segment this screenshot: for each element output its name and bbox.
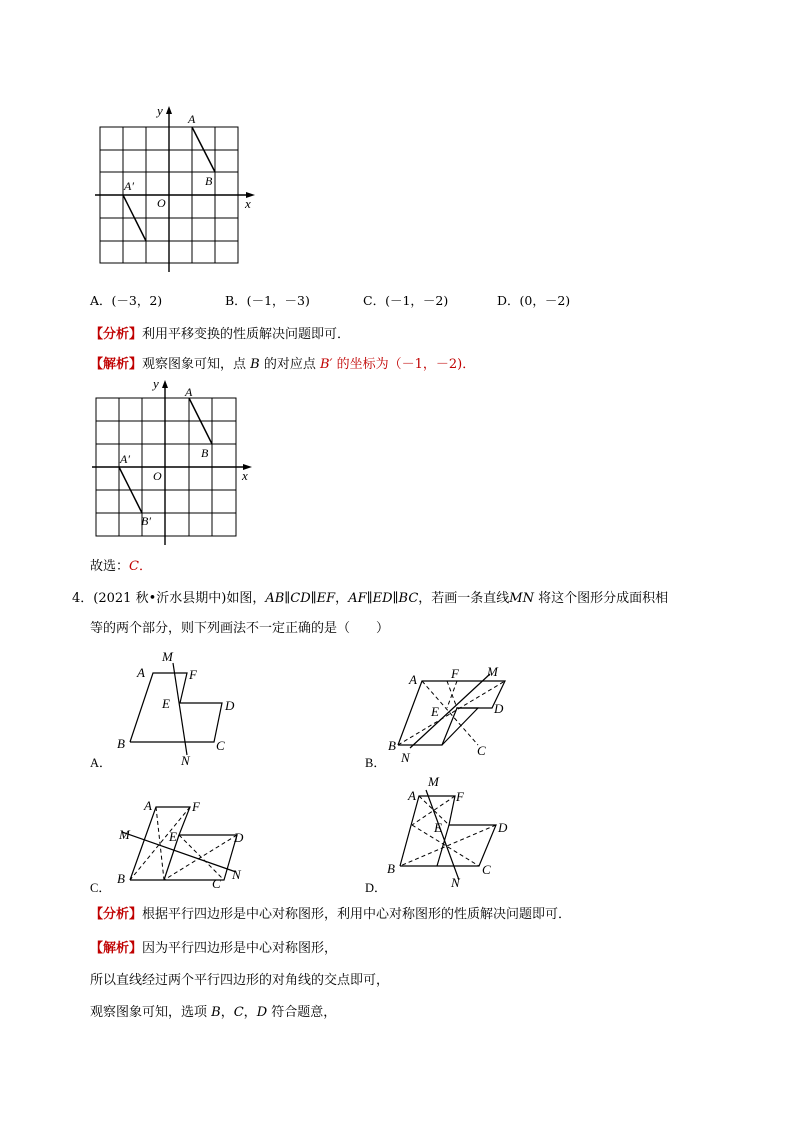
point-a-label-2: A (185, 385, 193, 399)
fig-b-label-n: N (401, 750, 410, 765)
q4-solution-line-2: 所以直线经过两个平行四边形的对角线的交点即可， (90, 973, 390, 988)
q4-stem-line-1 (72, 589, 668, 609)
fig-a-label-c: C (216, 738, 225, 753)
line-mn: MN (509, 591, 534, 606)
fig-a-label-e: E (162, 696, 170, 711)
option-d: D．(0，－2) (497, 293, 571, 308)
stem-part-2: ，若画一条直线 (418, 591, 510, 606)
fig-d-label-e: E (434, 820, 442, 835)
y-axis-label-2: y (153, 376, 159, 391)
q3-solution (90, 355, 475, 375)
fig-c-label-a: A (144, 798, 152, 813)
origin-label: O (157, 196, 166, 210)
solution-point-b-prime: B′ (319, 357, 333, 372)
point-a-label: A (188, 112, 196, 126)
fig-d-label-d: D (498, 820, 508, 835)
fig-c-label-f: F (192, 799, 200, 814)
figure-option-d (360, 770, 520, 895)
analysis-text: 利用平移变换的性质解决问题即可． (142, 327, 351, 342)
option-a: A．(－3，2) (90, 293, 163, 308)
q4-analysis (90, 905, 571, 925)
stem-part-3: 将这个图形分成面积相 (533, 591, 669, 606)
coordinate-grid-figure-2 (88, 375, 258, 547)
stem-part-1: 如图， (226, 591, 266, 606)
fig-b-label-e: E (431, 704, 439, 719)
fig-a-label-f: F (189, 667, 197, 682)
q3-analysis (90, 325, 350, 345)
x-axis-label-2: x (242, 468, 248, 483)
fig-c-label-d: D (234, 830, 244, 845)
solution-text-1: 观察图象可知，点 (142, 357, 251, 372)
solution-point-b: B (250, 357, 260, 372)
option-b: B．(－1，－3) (225, 293, 310, 308)
analysis-tag: 【分析】 (90, 327, 143, 342)
fig-a-label-m: M (162, 649, 173, 664)
answer-label: 故选： (90, 559, 130, 574)
fig-c-label-n: N (232, 867, 241, 882)
q4-stem-line-2: 等的两个部分，则下列画法不一定正确的是（ ） (90, 621, 390, 636)
point-a-prime-label: A′ (124, 179, 134, 193)
q4-solution-text-1: 因为平行四边形是中心对称图形， (142, 941, 338, 956)
point-b-label: B (205, 174, 213, 188)
fig-c-label-b: B (117, 871, 125, 886)
fig-b-label-d: D (494, 701, 504, 716)
answer-end: ． (138, 559, 152, 574)
q4-analysis-tag: 【分析】 (90, 907, 143, 922)
q4-choice-b: B (211, 1005, 221, 1020)
coordinate-grid-figure-1 (90, 100, 270, 275)
q4-choice-c: C (233, 1005, 244, 1020)
fig-d-label-a: A (408, 788, 416, 803)
figure-option-c (85, 795, 255, 895)
fig-b-label-a: A (409, 672, 417, 687)
point-b-prime-label-2: B′ (141, 514, 151, 528)
fig-b-label-m: M (487, 664, 498, 679)
x-axis-label: x (245, 196, 251, 211)
solution-text-3: 的坐标为（－1，－2)． (332, 357, 476, 372)
fig-d-option-label: D． (365, 881, 387, 895)
stem-separator: ， (335, 591, 349, 606)
answer-value: C (129, 559, 139, 574)
figure-option-a (85, 640, 255, 770)
fig-d-label-b: B (387, 861, 395, 876)
q4-analysis-text: 根据平行四边形是中心对称图形，利用中心对称图形的性质解决问题即可． (142, 907, 572, 922)
origin-label-2: O (153, 469, 162, 483)
fig-a-label-d: D (225, 698, 235, 713)
question-number: 4． (72, 591, 94, 606)
fig-d-label-f: F (456, 789, 464, 804)
fig-d-label-m: M (428, 774, 439, 789)
fig-c-label-c: C (212, 876, 221, 891)
fig-b-label-c: C (477, 743, 486, 758)
q4-comma-2: ， (243, 1005, 257, 1020)
q4-solution-line-1 (90, 939, 337, 959)
q3-answer (90, 557, 152, 577)
q4-solution-text-3b: 符合题意， (267, 1005, 337, 1020)
fig-a-label-n: N (181, 753, 190, 768)
solution-text-2: 的对应点 (259, 357, 320, 372)
question-source: (2021 秋•沂水县期中) (93, 591, 227, 606)
q4-choice-d: D (256, 1005, 268, 1020)
q4-solution-tag: 【解析】 (90, 941, 143, 956)
condition-2: AF∥ED∥BC (348, 591, 419, 606)
y-axis-label: y (157, 103, 163, 118)
q4-solution-text-3a: 观察图象可知，选项 (90, 1005, 212, 1020)
fig-d-label-n: N (451, 875, 460, 890)
fig-a-label-a: A (137, 665, 145, 680)
condition-1: AB∥CD∥EF (265, 591, 336, 606)
fig-c-option-label: C． (90, 881, 111, 895)
fig-c-label-e: E (169, 829, 177, 844)
point-b-label-2: B (201, 446, 209, 460)
fig-c-label-m: M (119, 827, 130, 842)
q4-solution-line-3 (90, 1003, 336, 1023)
q4-comma-1: ， (220, 1005, 234, 1020)
fig-b-option-label: B． (365, 756, 386, 770)
solution-tag: 【解析】 (90, 357, 143, 372)
point-a-prime-label-2: A′ (120, 452, 130, 466)
fig-a-option-label: A． (90, 756, 112, 770)
fig-a-label-b: B (117, 736, 125, 751)
option-c: C．(－1，－2) (363, 293, 449, 308)
figure-option-b (360, 660, 520, 775)
fig-b-label-f: F (451, 666, 459, 681)
fig-d-label-c: C (482, 862, 491, 877)
fig-b-label-b: B (388, 738, 396, 753)
